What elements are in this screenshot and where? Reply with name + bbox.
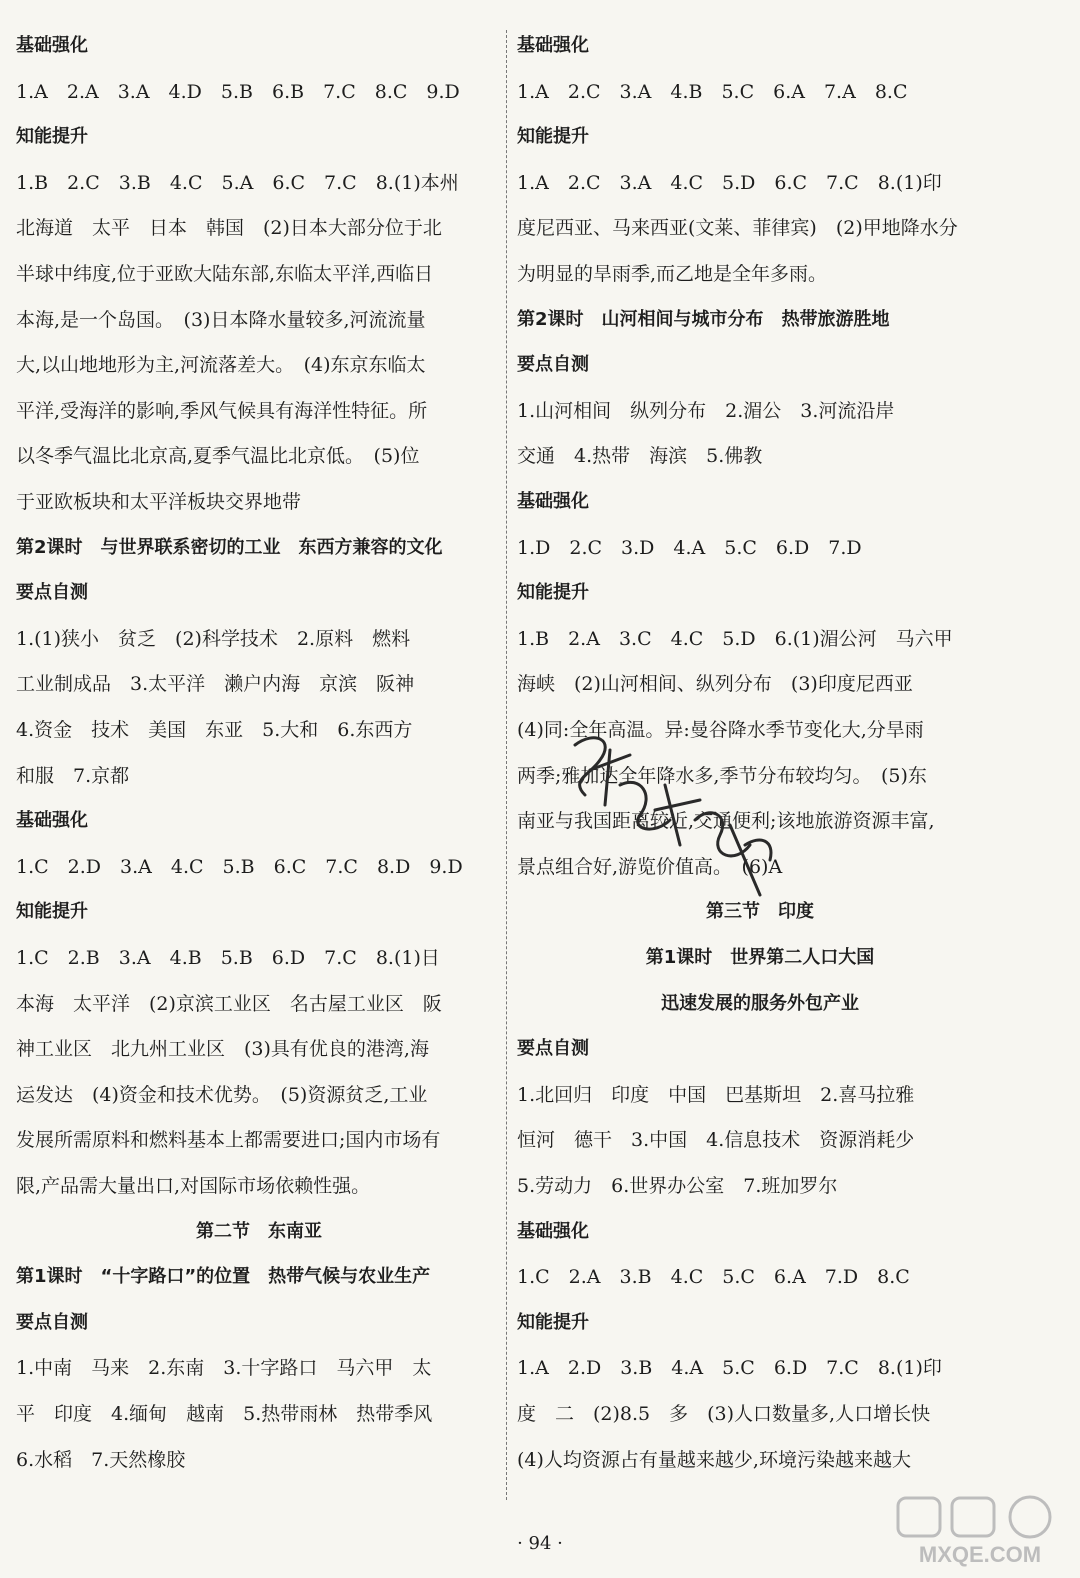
answer-line: 以冬季气温比北京高,夏季气温比北京低。 (5)位: [16, 445, 420, 468]
answer-line: 景点组合好,游览价值高。 (6)A: [517, 855, 783, 878]
answer-line: 1.A 2.C 3.A 4.C 5.D 6.C 7.C 8.(1)印: [517, 171, 942, 194]
answer-line: 1.山河相间 纵列分布 2.湄公 3.河流沿岸: [517, 399, 895, 422]
handwritten-signature: [560, 725, 790, 905]
answer-line: 南亚与我国距离较近,交通便利;该地旅游资源丰富,: [517, 810, 935, 833]
answer-line: 和服 7.京都: [16, 764, 130, 787]
answer-line: 度 二 (2)8.5 多 (3)人口数量多,人口增长快: [517, 1403, 931, 1425]
answer-line: 海峡 (2)山河相间、纵列分布 (3)印度尼西亚: [517, 673, 913, 696]
answer-line: 限,产品需大量出口,对国际市场依赖性强。: [16, 1175, 371, 1197]
section-heading: 基础强化: [16, 35, 88, 56]
answer-line: 工业制成品 3.太平洋 濑户内海 京滨 阪神: [16, 673, 415, 696]
answer-line: 1.中南 马来 2.东南 3.十字路口 马六甲 太: [16, 1357, 432, 1380]
answer-line: 本海 太平洋 (2)京滨工业区 名古屋工业区 阪: [16, 992, 442, 1015]
section-heading: 知能提升: [16, 901, 88, 923]
answer-line: 于亚欧板块和太平洋板块交界地带: [16, 491, 302, 513]
answer-line: 1.A 2.D 3.B 4.A 5.C 6.D 7.C 8.(1)印: [517, 1357, 942, 1380]
answer-line: 平 印度 4.缅甸 越南 5.热带雨林 热带季风: [16, 1403, 433, 1425]
section-heading: 要点自测: [16, 1311, 88, 1333]
section-heading: 知能提升: [16, 126, 88, 148]
answer-line: 恒河 德干 3.中国 4.信息技术 资源消耗少: [517, 1129, 915, 1152]
answer-line: 两季;雅加达全年降水多,季节分布较均匀。 (5)东: [517, 764, 927, 787]
section-heading: 知能提升: [517, 582, 589, 604]
answer-line: 大,以山地地形为主,河流落差大。 (4)东京东临太: [16, 354, 426, 377]
answer-line: 4.资金 技术 美国 东亚 5.大和 6.东西方: [16, 719, 413, 741]
section-heading: 知能提升: [517, 1311, 589, 1333]
section-heading: 第三节 印度: [706, 901, 814, 923]
section-heading: 基础强化: [517, 35, 589, 56]
answer-line: 6.水稻 7.天然橡胶: [16, 1448, 186, 1471]
page-number: · 94 ·: [517, 1533, 563, 1554]
section-heading: 知能提升: [517, 126, 589, 148]
answer-line: (4)同:全年高温。异:曼谷降水季节变化大,分旱雨: [517, 719, 924, 741]
answer-line: 1.C 2.D 3.A 4.C 5.B 6.C 7.C 8.D 9.D: [16, 855, 463, 878]
section-heading: 基础强化: [517, 1220, 589, 1242]
answer-line: 为明显的旱雨季,而乙地是全年多雨。: [517, 263, 828, 285]
section-heading: 基础强化: [517, 491, 589, 512]
section-heading: 第1课时 世界第二人口大国: [645, 947, 875, 968]
column-divider: [506, 30, 507, 1500]
section-heading: 要点自测: [517, 354, 589, 376]
svg-text:MXQE.COM: MXQE.COM: [918, 1542, 1042, 1567]
section-heading: 第二节 东南亚: [196, 1220, 322, 1242]
answer-line: 1.B 2.A 3.C 4.C 5.D 6.(1)湄公河 马六甲: [517, 627, 953, 650]
answer-line: 1.(1)狭小 贫乏 (2)科学技术 2.原料 燃料: [16, 627, 411, 650]
answer-line: 本海,是一个岛国。 (3)日本降水量较多,河流流量: [16, 308, 426, 331]
answer-line: 半球中纬度,位于亚欧大陆东部,东临太平洋,西临日: [16, 263, 434, 285]
section-heading: 第2课时 与世界联系密切的工业 东西方兼容的文化: [16, 536, 443, 558]
answer-line: 平洋,受海洋的影响,季风气候具有海洋性特征。所: [16, 399, 428, 422]
section-heading: 要点自测: [16, 582, 88, 604]
answer-line: 1.A 2.C 3.A 4.B 5.C 6.A 7.A 8.C: [517, 80, 908, 103]
answer-line: 1.D 2.C 3.D 4.A 5.C 6.D 7.D: [517, 536, 862, 559]
answer-line: 北海道 太平 日本 韩国 (2)日本大部分位于北: [16, 217, 442, 240]
answer-line: 神工业区 北九州工业区 (3)具有优良的港湾,海: [16, 1038, 429, 1061]
answer-line: 发展所需原料和燃料基本上都需要进口;国内市场有: [16, 1129, 441, 1152]
answer-line: 交通 4.热带 海滨 5.佛教: [517, 445, 763, 468]
section-heading: 第1课时 “十字路口”的位置 热带气候与农业生产: [16, 1266, 431, 1288]
answer-line: (4)人均资源占有量越来越少,环境污染越来越大: [517, 1448, 911, 1471]
answer-line: 1.A 2.A 3.A 4.D 5.B 6.B 7.C 8.C 9.D: [16, 80, 460, 103]
section-heading: 基础强化: [16, 810, 88, 832]
answer-line: 运发达 (4)资金和技术优势。 (5)资源贫乏,工业: [16, 1083, 428, 1106]
section-heading: 第2课时 山河相间与城市分布 热带旅游胜地: [517, 308, 890, 330]
section-heading: 迅速发展的服务外包产业: [661, 992, 859, 1014]
answer-line: 度尼西亚、马来西亚(文莱、菲律宾) (2)甲地降水分: [517, 217, 958, 240]
answer-line: 1.C 2.B 3.A 4.B 5.B 6.D 7.C 8.(1)日: [16, 947, 440, 969]
section-heading: 要点自测: [517, 1038, 589, 1060]
answer-line: 5.劳动力 6.世界办公室 7.班加罗尔: [517, 1175, 838, 1197]
answer-line: 1.北回归 印度 中国 巴基斯坦 2.喜马拉雅: [517, 1083, 915, 1106]
answer-line: 1.C 2.A 3.B 4.C 5.C 6.A 7.D 8.C: [517, 1266, 910, 1289]
answer-line: 1.B 2.C 3.B 4.C 5.A 6.C 7.C 8.(1)本州: [16, 171, 459, 194]
